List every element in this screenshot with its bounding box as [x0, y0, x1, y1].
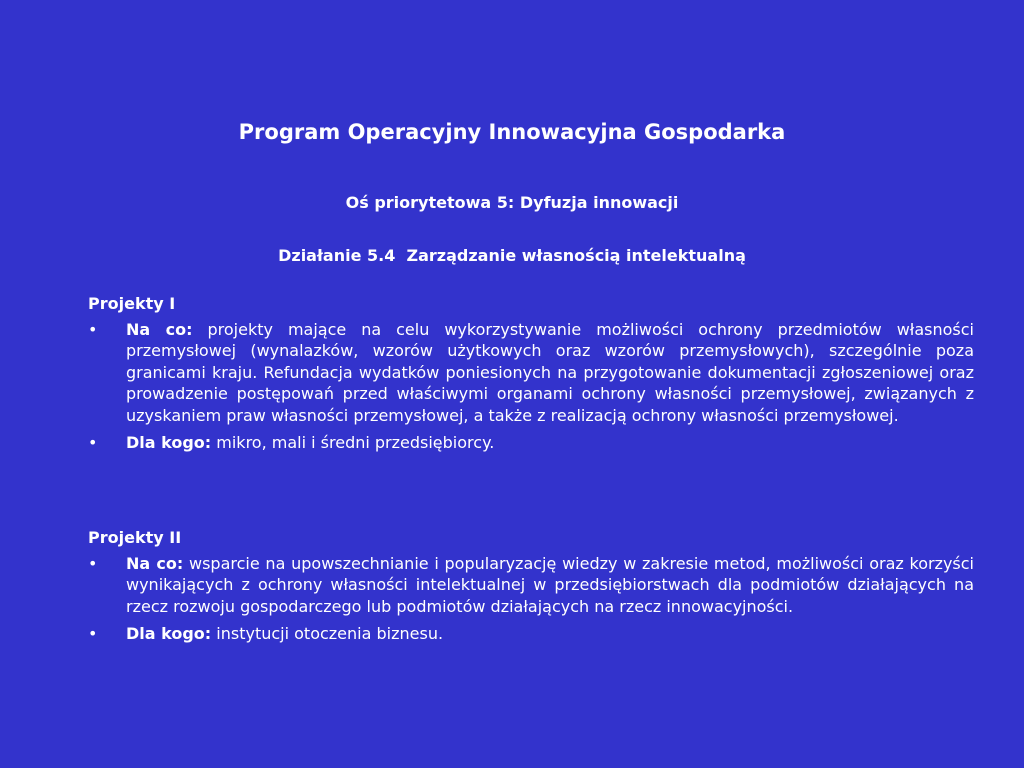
item-label: Na co:: [126, 319, 193, 339]
bullet-list: [88, 553, 974, 645]
bullet-icon: •: [88, 624, 98, 643]
action-heading: Działanie 5.4 Zarządzanie własnością intelektualną: [278, 246, 746, 265]
section-title: Projekty II: [88, 528, 182, 547]
slide-title: Program Operacyjny Innowacyjna Gospodarka: [238, 120, 786, 144]
list-item: [88, 319, 974, 427]
item-body: mikro, mali i średni przedsiębiorcy.: [211, 433, 495, 452]
item-body: instytucji otoczenia biznesu.: [211, 624, 444, 643]
item-label: Dla kogo:: [126, 624, 212, 643]
list-item: [88, 432, 974, 454]
item-text: [126, 432, 974, 454]
priority-axis-heading: Oś priorytetowa 5: Dyfuzja innowacji: [345, 193, 679, 212]
bullet-icon: •: [88, 433, 98, 452]
list-item: [88, 553, 974, 618]
list-item: [88, 623, 974, 645]
section-projekty-1: [88, 293, 974, 460]
bullet-list: [88, 319, 974, 454]
bullet-icon: •: [88, 319, 98, 339]
item-text: [126, 319, 974, 427]
item-text: [126, 623, 974, 645]
item-label: Na co:: [126, 553, 184, 573]
bullet-icon: •: [88, 553, 98, 573]
section-title: Projekty I: [88, 294, 176, 313]
item-text: [126, 553, 974, 618]
item-label: Dla kogo:: [126, 433, 212, 452]
item-body: projekty mające na celu wykorzystywanie możliwości ochrony przedmiotów własności przemysłowej (wynalazków, wzorów użytkowych oraz wzorów przemysłowych), szczególnie poza granicami kraju. Refundacja wydatków poniesionych na przygotowanie dokumentacji zgłoszeniowej oraz prowadzenie postępowań przed właściwymi organami ochrony własności przemysłowej, związanych z uzyskaniem praw własności przemysłowej, a także z realizacją ochrony własności przemysłowej.: [126, 319, 974, 425]
section-projekty-2: [88, 527, 974, 651]
item-body: wsparcie na upowszechnianie i popularyzację wiedzy w zakresie metod, możliwości oraz korzyści wynikających z ochrony własności intelektualnej w przedsiębiorstwach dla podmiotów działających na rzecz rozwoju gospodarczego lub podmiotów działających na rzecz innowacyjności.: [126, 553, 974, 616]
